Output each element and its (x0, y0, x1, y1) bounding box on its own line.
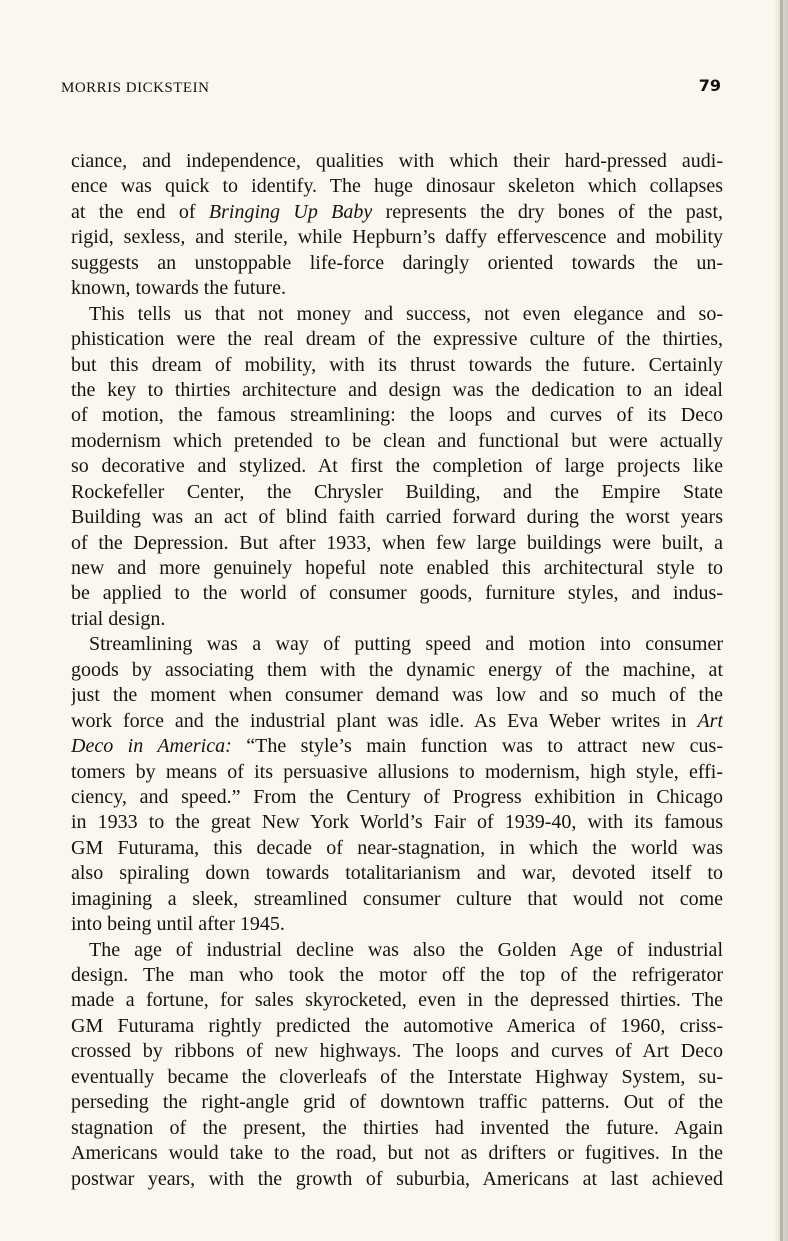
text-line: eventually became the cloverleafs of the Interstate Highway System, su- (71, 1065, 723, 1088)
text-line: ence was quick to identify. The huge dinosaur skeleton which collapses (71, 175, 723, 198)
text-line: new and more genuinely hopeful note enabled this architectural style to (71, 557, 723, 579)
text-line (71, 200, 723, 225)
text-line: but this dream of mobility, with its thrust towards the future. Certainly (71, 353, 723, 376)
text-line: The age of industrial decline was also the Golden Age of industrial (89, 938, 723, 961)
text-line: phistication were the real dream of the expressive culture of the thirties, (71, 328, 723, 351)
text-line: into being until after 1945. (71, 913, 285, 936)
text-line: so decorative and stylized. At first the completion of large projects like (71, 455, 723, 478)
text-run: “The style’s main function was to attract new cus- (231, 735, 723, 758)
paragraph (71, 302, 723, 633)
text-line: also spiraling down towards totalitarianism and war, devoted itself to (71, 862, 723, 885)
text-line: Americans would take to the road, but not as drifters or fugitives. In the (71, 1142, 723, 1165)
text-line: Rockefeller Center, the Chrysler Building, and the Empire State (71, 480, 723, 503)
text-line: perseding the right-angle grid of downtown traffic patterns. Out of the (71, 1091, 723, 1114)
text-line: goods by associating them with the dynamic energy of the machine, at (71, 658, 723, 681)
text-line: just the moment when consumer demand was low and so much of the (71, 684, 723, 707)
text-line: Streamlining was a way of putting speed and motion into consumer (89, 633, 723, 656)
text-line: imagining a sleek, streamlined consumer culture that would not come (71, 887, 723, 910)
italic-title: Bringing Up Baby (208, 200, 373, 223)
author-header: MORRIS DICKSTEIN (61, 80, 210, 96)
text-line: in 1933 to the great New York World’s Fair of 1939-40, with its famous (71, 811, 723, 834)
text-line: ciency, and speed.” From the Century of Progress exhibition in Chicago (71, 785, 723, 808)
text-line: of motion, the famous streamlining: the loops and curves of its Deco (71, 404, 723, 427)
text-run: represents the dry bones of the past, (372, 200, 723, 223)
text-line (71, 709, 723, 734)
text-line (71, 734, 723, 759)
text-run: at the end of (71, 200, 209, 223)
text-line: known, towards the future. (71, 277, 286, 300)
text-line: stagnation of the present, the thirties had invented the future. Again (71, 1116, 723, 1139)
text-line: be applied to the world of consumer goods, furniture styles, and indus- (71, 582, 723, 605)
text-line: of the Depression. But after 1933, when few large buildings were built, a (71, 531, 723, 554)
paragraph (71, 149, 723, 302)
text-line: suggests an unstoppable life-force daringly oriented towards the un- (71, 251, 723, 274)
text-line: modernism which pretended to be clean and functional but were actually (71, 429, 723, 452)
body-text (71, 149, 723, 1192)
text-line: ciance, and independence, qualities with which their hard-pressed audi- (71, 150, 723, 172)
text-line: the key to thirties architecture and design was the dedication to an ideal (71, 378, 723, 401)
page-number: 79 (698, 76, 721, 95)
paragraph (71, 938, 723, 1192)
text-line: trial design. (71, 607, 166, 630)
text-line: crossed by ribbons of new highways. The loops and curves of Art Deco (71, 1040, 723, 1063)
page-edge-line (780, 0, 783, 1241)
text-line: rigid, sexless, and sterile, while Hepburn’s daffy effervescence and mobility (71, 226, 723, 249)
text-line: tomers by means of its persuasive allusions to modernism, high style, effi- (71, 760, 723, 783)
text-line: postwar years, with the growth of suburbia, Americans at last achieved (71, 1167, 723, 1190)
running-head (61, 76, 721, 102)
paragraph (71, 632, 723, 937)
italic-title: Deco in America: (71, 735, 232, 758)
text-line: design. The man who took the motor off the top of the refrigerator (71, 964, 723, 986)
text-line: GM Futurama, this decade of near-stagnation, in which the world was (71, 836, 723, 859)
text-line: GM Futurama rightly predicted the automotive America of 1960, criss- (71, 1014, 723, 1037)
italic-title: Art (697, 709, 723, 732)
text-line: This tells us that not money and success, not even elegance and so- (89, 302, 723, 325)
text-run: work force and the industrial plant was idle. As Eva Weber writes in (71, 709, 698, 732)
text-line: Building was an act of blind faith carried forward during the worst years (71, 506, 723, 529)
text-line: made a fortune, for sales skyrocketed, even in the depressed thirties. The (71, 989, 723, 1012)
